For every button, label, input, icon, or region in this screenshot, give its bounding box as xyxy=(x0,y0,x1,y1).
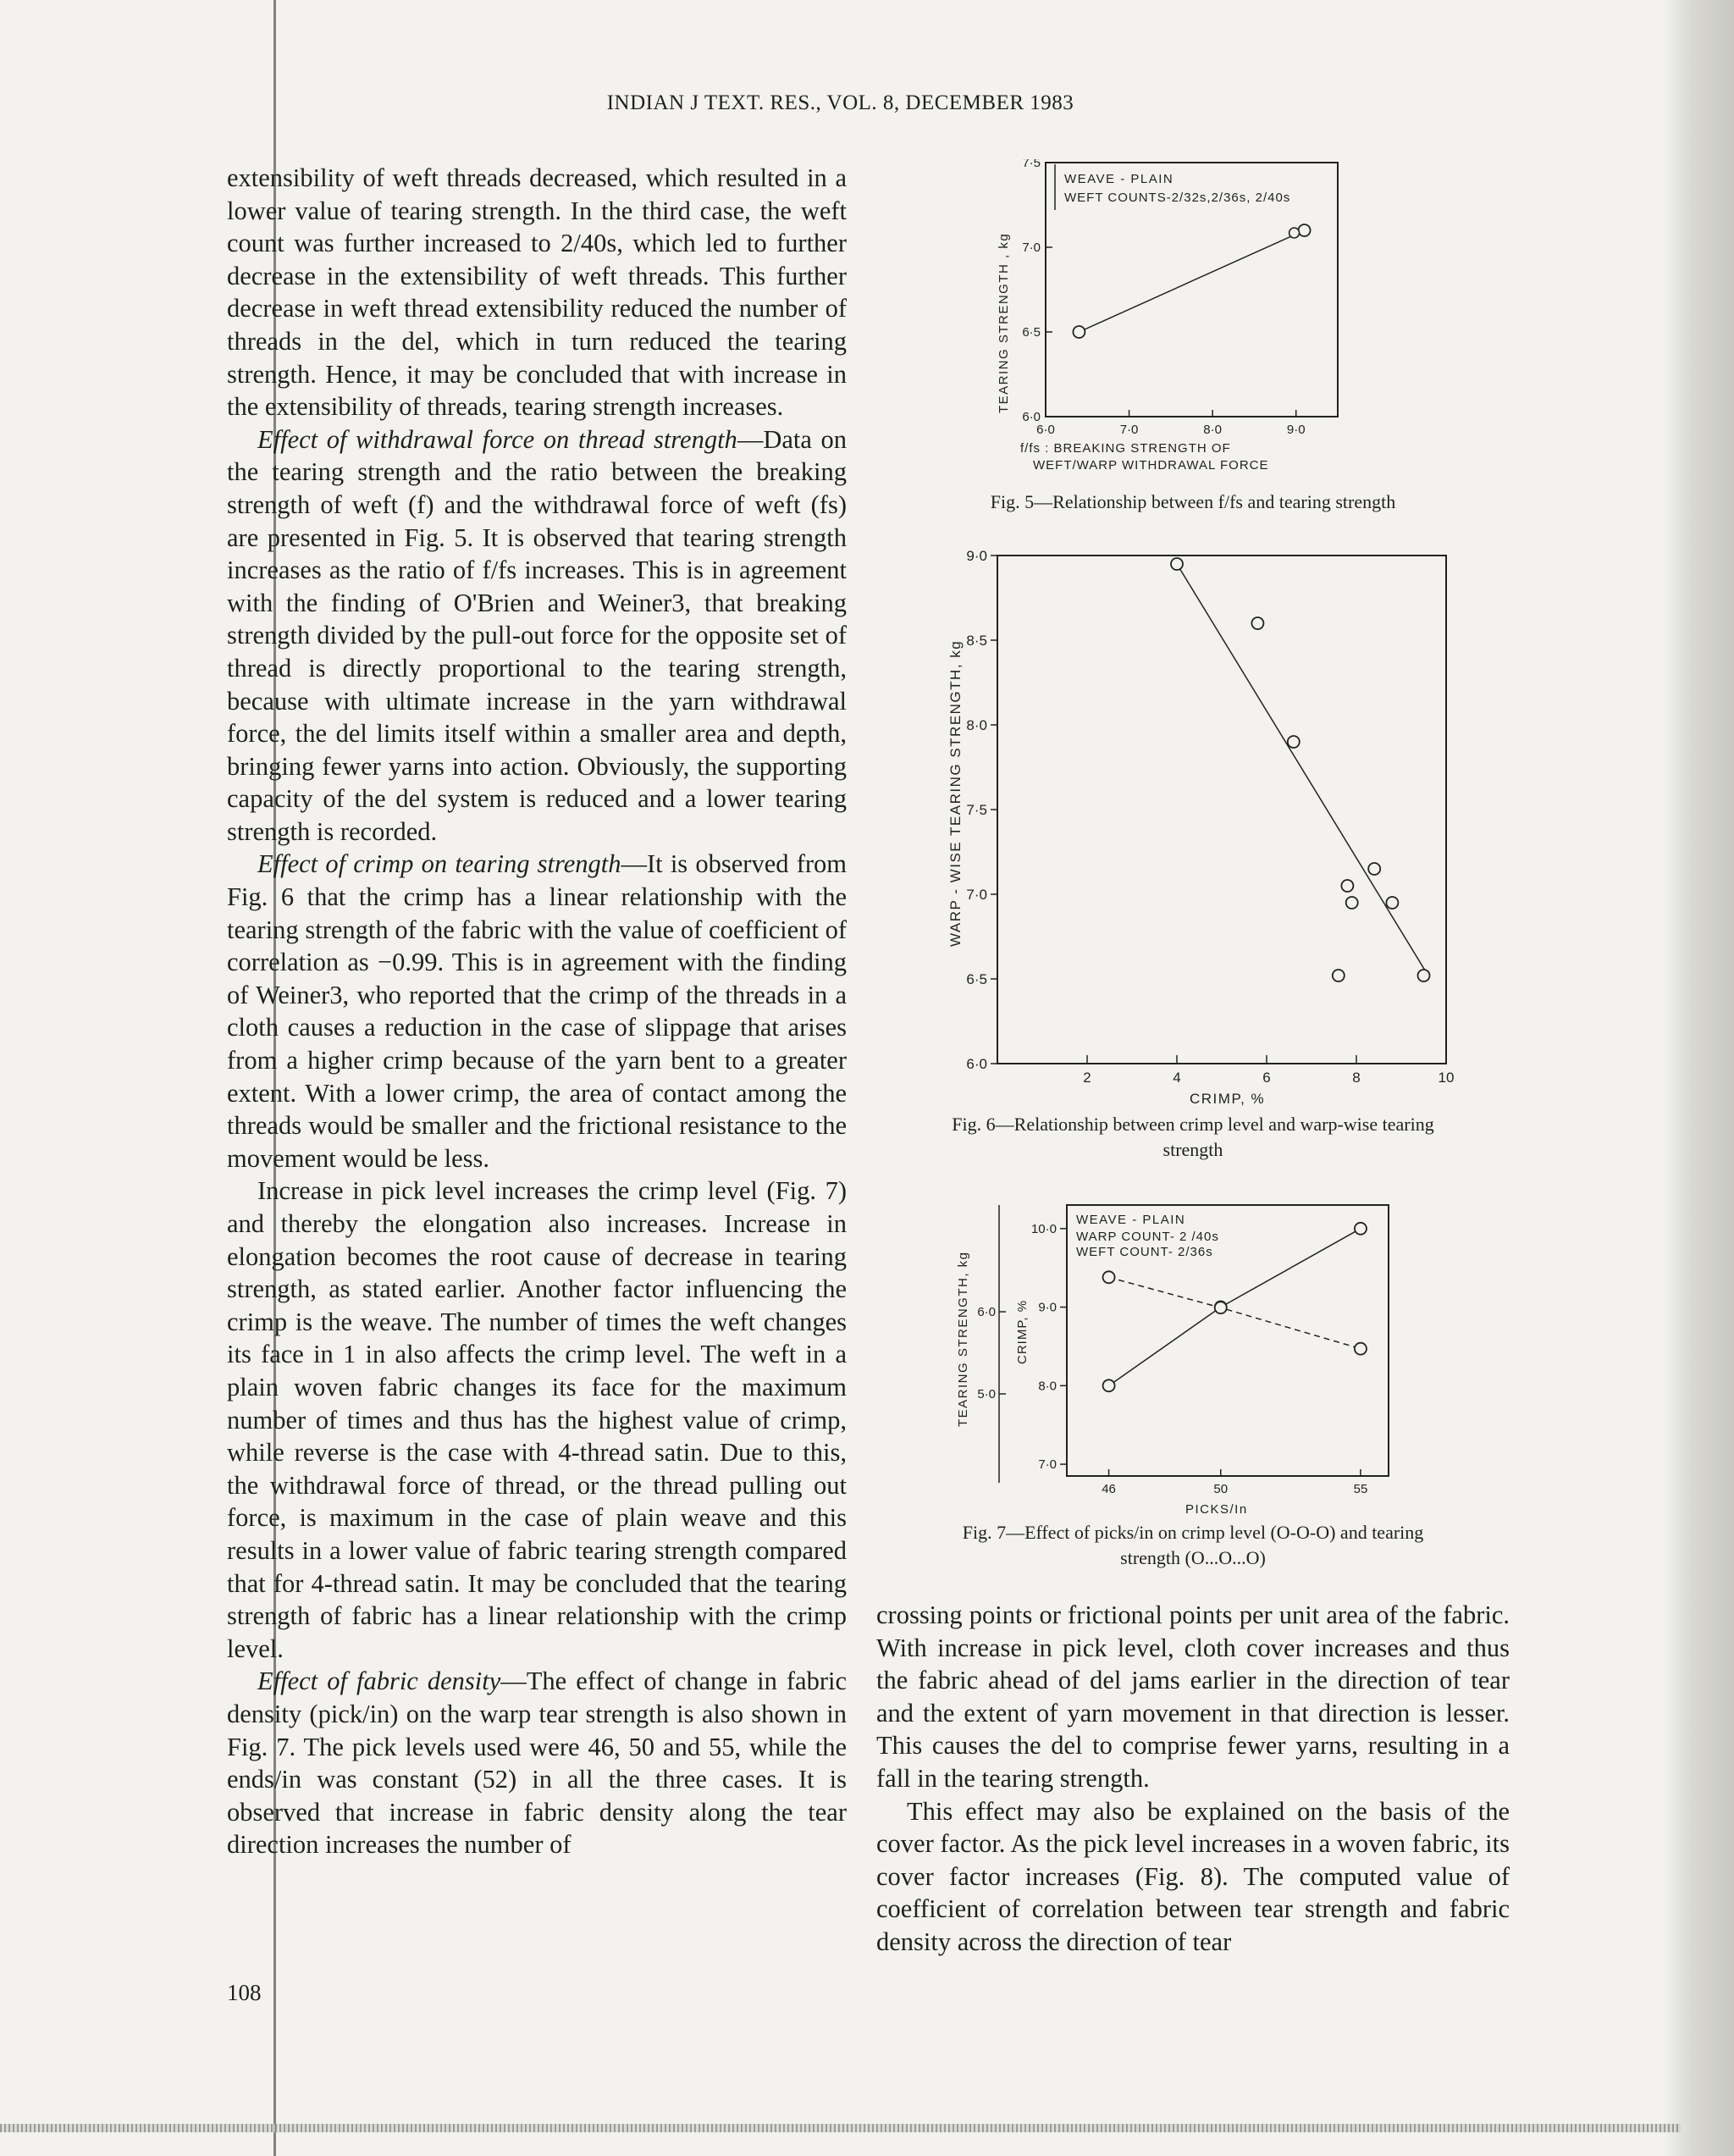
fig5-caption: Fig. 5—Relationship between f/fs and tearing strength xyxy=(990,491,1396,512)
fig6-data-point xyxy=(1171,558,1183,570)
paragraph: crossing points or frictional points per unit area of the fabric. With increase in pick level, cloth cover increases and thus the fabric ahead of del jams earlier in the direction of tear and the extent of yarn movement in that direction is lesser. This causes the del to comprise fewer yarns, resulting in a fall in the tearing strength. xyxy=(876,1600,1510,1793)
fig7-tearing-tick-label: 5·0 xyxy=(977,1387,996,1402)
paragraph-body: —The effect of change in fabric density (pick/in) on the warp tear strength is also shown in Fig. 7. The pick levels used were 46, 50 and 55, while the ends/in was constant (52) in all the three cases. It is observed that increase in fabric density along the tear direction increases the number of xyxy=(227,1667,847,1860)
paragraph: Increase in pick level increases the crimp level (Fig. 7) and thereby the elongation also increases. Increase in elongation becomes the root cause of decrease in tearing strength, as stated earlier. Another factor influencing the crimp is the weave. The number of times the weft changes its face in 1 in also affects the crimp level. The weft in a plain woven fabric changes its face for the maximum number of times and thus has the highest value of crimp, while reverse is the case with 4-thread satin. Due to this, the withdrawal force of thread, or the thread pulling out force, is maximum in the case of plain weave and this results in a lower value of fabric tearing strength compared that for 4-thread satin. It may be concluded that the tearing strength of fabric has a linear relationship with the crimp level. xyxy=(227,1176,847,1663)
fig7-tearing-point xyxy=(1215,1302,1227,1313)
fig6-data-point xyxy=(1368,863,1380,875)
right-column xyxy=(876,1599,1510,1959)
fig6-x-label: CRIMP, % xyxy=(1190,1091,1266,1107)
fig7-crimp-point xyxy=(1103,1379,1115,1391)
fig7-legend-line2: WARP COUNT- 2 /40s xyxy=(1076,1230,1219,1244)
fig7-y-label-crimp: CRIMP, % xyxy=(1015,1299,1030,1364)
fig7-caption-line1: Fig. 7—Effect of picks/in on crimp level (O-O-O) and tearing xyxy=(962,1522,1424,1543)
fig7-tearing-tick-label: 6·0 xyxy=(977,1305,996,1320)
paragraph: extensibility of weft threads decreased, which resulted in a lower value of tearing strength. In the third case, the weft count was further increased to 2/40s, which led to further decrease in the extensibility of weft threads. This further decrease in weft thread extensibility reduced the number of threads in the del, which in turn reduced the tearing strength. Hence, it may be concluded that with increase in the extensibility of threads, tearing strength increases. xyxy=(227,163,847,422)
fig7-tearing-point xyxy=(1355,1343,1367,1355)
section-heading: Effect of fabric density xyxy=(257,1667,501,1696)
running-header: INDIAN J TEXT. RES., VOL. 8, DECEMBER 1983 xyxy=(606,91,1074,114)
fig6-y-label: WARP - WISE TEARING STRENGTH, kg xyxy=(947,639,964,947)
fig6-fit-line xyxy=(1177,564,1428,976)
section-heading: Effect of crimp on tearing strength xyxy=(257,849,621,879)
fig7-crimp-point xyxy=(1355,1223,1367,1235)
fig5-y-tick-label: 7·5 xyxy=(1022,159,1041,170)
fig6-y-tick-label: 9·0 xyxy=(966,549,987,564)
fig5-legend-line2: WEFT COUNTS-2/32s,2/36s, 2/40s xyxy=(1064,191,1291,205)
fig6-plot-frame xyxy=(997,556,1446,1064)
fig7-marks xyxy=(977,1222,1367,1496)
page-edge-shadow xyxy=(1664,0,1734,2156)
fig6-marks xyxy=(966,549,1454,1086)
fig6-y-tick-label: 7·0 xyxy=(966,887,987,903)
fig5-data-point xyxy=(1299,224,1311,236)
paragraph-body: —Data on the tearing strength and the ratio between the breaking strength of weft (f) and the withdrawal force of weft (fs) are presented in Fig. 5. It is observed that tearing strength increases as the ratio of f/fs increases. This is in agreement with the finding of O'Brien and Weiner3, that breaking strength divided by the pull-out force for the opposite set of thread is directly proportional to the tearing strength, because with ultimate increase in the yarn withdrawal force, the del limits itself within a smaller area and depth, bringing fewer yarns into action. Obviously, the supporting capacity of the del system is reduced and a lower tearing strength is recorded. xyxy=(227,424,847,846)
fig5-y-tick-label: 6·5 xyxy=(1022,325,1041,340)
paragraph: This effect may also be explained on the basis of the cover factor. As the pick level increases in a woven fabric, its cover factor increases (Fig. 8). The computed value of coefficient of correlation between tear strength and fabric density across the direction of tear xyxy=(876,1796,1510,1956)
fig5-x-label-line2: WEFT/WARP WITHDRAWAL FORCE xyxy=(1033,458,1269,473)
fig7-x-tick-label: 46 xyxy=(1102,1482,1116,1496)
fig7-x-tick-label: 55 xyxy=(1353,1482,1368,1496)
scan-bottom-strip xyxy=(0,2124,1681,2132)
fig6-y-tick-label: 8·5 xyxy=(966,633,987,649)
fig6-data-point xyxy=(1346,897,1358,909)
fig6-x-tick-label: 4 xyxy=(1173,1070,1181,1086)
fig7-tearing-line xyxy=(1109,1277,1361,1348)
fig5-data-point xyxy=(1289,228,1300,238)
fig6-data-point xyxy=(1341,880,1353,892)
fig6-y-tick-label: 7·5 xyxy=(966,802,987,818)
fig6-x-tick-label: 6 xyxy=(1262,1070,1271,1086)
paragraph xyxy=(227,1665,847,1861)
fig7-caption-line2: strength (O...O...O) xyxy=(1120,1547,1266,1568)
fig5-x-tick-label: 8·0 xyxy=(1203,423,1222,437)
fig5-series-line xyxy=(1079,230,1304,332)
paragraph xyxy=(227,423,847,849)
left-column xyxy=(227,162,847,1861)
fig7-y-label-tearing: TEARING STRENGTH, kg xyxy=(956,1251,970,1427)
fig5-data-point xyxy=(1073,326,1085,338)
section-heading: Effect of withdrawal force on thread strength xyxy=(257,424,737,454)
fig5-x-tick-label: 7·0 xyxy=(1119,423,1139,437)
fig7-crimp-tick-label: 8·0 xyxy=(1038,1379,1057,1394)
paragraph xyxy=(227,848,847,1175)
fig6-x-tick-label: 10 xyxy=(1438,1070,1455,1086)
fig5-y-tick-label: 7·0 xyxy=(1022,240,1041,255)
fig7-crimp-tick-label: 7·0 xyxy=(1038,1457,1057,1473)
fig6-data-point xyxy=(1251,617,1263,629)
fig6-x-tick-label: 8 xyxy=(1352,1070,1361,1086)
fig5-y-tick-label: 6·0 xyxy=(1022,410,1041,424)
figure-5 xyxy=(876,159,1510,515)
fig6-chart xyxy=(876,549,1510,1112)
fig7-legend-line3: WEFT COUNT- 2/36s xyxy=(1076,1245,1213,1259)
figure-6 xyxy=(876,549,1510,1175)
fig7-crimp-tick-label: 10·0 xyxy=(1030,1221,1057,1236)
fig6-y-tick-label: 6·5 xyxy=(966,971,987,987)
fig6-y-tick-label: 8·0 xyxy=(966,717,987,733)
fig6-caption-line2: strength xyxy=(1162,1139,1223,1160)
fig5-chart xyxy=(876,159,1510,489)
fig7-chart xyxy=(876,1198,1510,1520)
fig6-caption-line1: Fig. 6—Relationship between crimp level and warp-wise tearing xyxy=(952,1114,1434,1135)
fig7-x-tick-label: 50 xyxy=(1213,1482,1229,1496)
fig6-data-point xyxy=(1288,736,1300,748)
fig6-data-point xyxy=(1333,970,1345,981)
fig7-tearing-point xyxy=(1103,1271,1115,1283)
fig7-x-label: PICKS/In xyxy=(1185,1502,1248,1517)
fig5-x-tick-label: 6·0 xyxy=(1036,423,1055,437)
fig6-data-point xyxy=(1386,897,1398,909)
fig5-y-label: TEARING STRENGTH , kg xyxy=(997,232,1011,413)
fig6-data-point xyxy=(1418,970,1430,981)
paragraph-body: —It is observed from Fig. 6 that the crimp has a linear relationship with the tearing strength of the fabric with the value of coefficient of correlation as −0.99. This is in agreement with the finding of Weiner3, who reported that the crimp of the threads in a cloth causes a reduction in the case of slippage that arises from a higher crimp because of the yarn bent to a greater extent. With a lower crimp, the area of contact among the threads would be smaller and the frictional resistance to the movement would be less. xyxy=(227,849,847,1173)
fig5-x-label-line1: f/fs : BREAKING STRENGTH OF xyxy=(1020,441,1231,456)
fig7-legend-line1: WEAVE - PLAIN xyxy=(1076,1213,1186,1227)
fig7-crimp-tick-label: 9·0 xyxy=(1038,1300,1057,1315)
fig6-y-tick-label: 6·0 xyxy=(966,1056,987,1072)
fig6-x-tick-label: 2 xyxy=(1083,1070,1091,1086)
page-number: 108 xyxy=(227,1980,262,2005)
fig5-x-tick-label: 9·0 xyxy=(1286,423,1306,437)
figure-7 xyxy=(876,1198,1510,1588)
fig5-legend-line1: WEAVE - PLAIN xyxy=(1064,172,1174,186)
